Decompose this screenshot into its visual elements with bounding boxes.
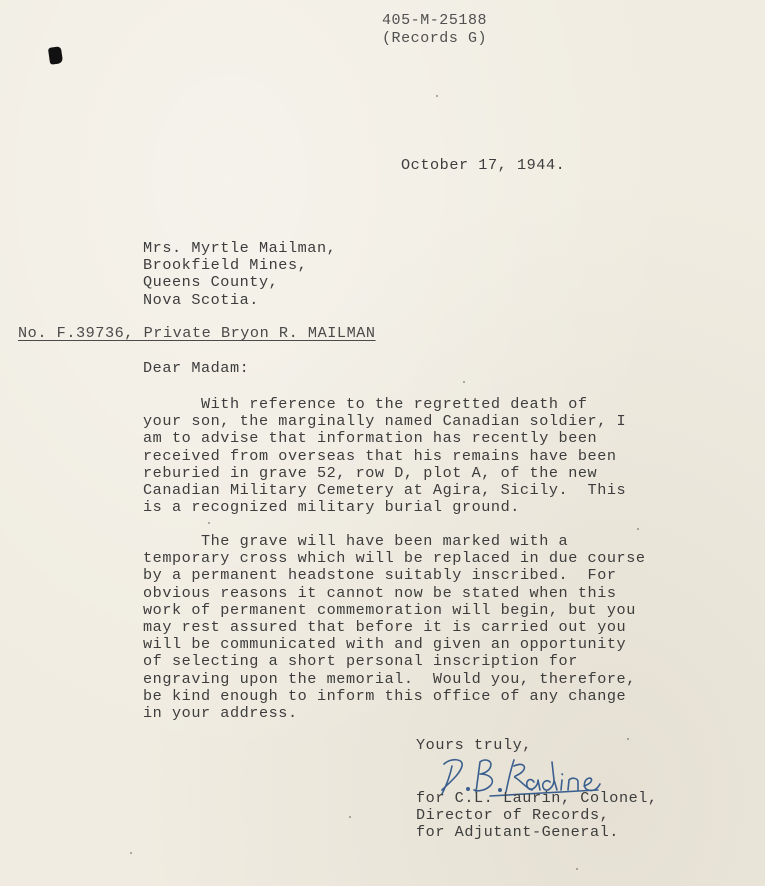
address-line: Brookfield Mines, <box>143 256 308 275</box>
closing: Yours truly, <box>416 736 532 754</box>
signatory-line: for C.L. Laurin, Colonel, <box>416 789 658 807</box>
paragraph-line: of selecting a short personal inscription for <box>143 652 578 671</box>
paragraph-line: in your address. <box>143 704 298 723</box>
paragraph-line: work of permanent commemoration will begin, but you <box>143 600 636 619</box>
paragraph-line: am to advise that information has recently been <box>143 429 598 448</box>
paragraph-line: your son, the marginally named Canadian soldier, I <box>143 412 627 431</box>
paragraph-line: is a recognized military burial ground. <box>143 498 520 517</box>
paper-speck <box>627 738 629 740</box>
paragraph-line: Canadian Military Cemetery at Agira, Sicily. This <box>143 481 627 500</box>
paragraph-line: received from overseas that his remains have been <box>143 446 617 465</box>
paragraph-line: The grave will have been marked with a <box>143 532 569 550</box>
paragraph-line: temporary cross which will be replaced in due course <box>143 549 646 568</box>
signatory-line: for Adjutant-General. <box>416 823 619 842</box>
body-paragraph-1 <box>143 396 626 516</box>
recipient-address <box>143 240 336 309</box>
paper-speck <box>208 522 210 524</box>
paper-speck <box>130 852 132 854</box>
paper-speck <box>349 816 351 818</box>
paragraph-line: be kind enough to inform this office of any change <box>143 686 627 705</box>
address-line: Mrs. Myrtle Mailman, <box>143 239 337 257</box>
body-paragraph-2 <box>143 533 646 722</box>
file-reference-number: 405-M-25188 <box>382 12 488 29</box>
paragraph-line: With reference to the regretted death of <box>143 395 588 413</box>
paper-speck <box>463 381 465 383</box>
signature-block <box>416 790 658 842</box>
file-reference <box>382 12 487 48</box>
salutation: Dear Madam: <box>143 359 250 377</box>
subject-line: No. F.39736, Private Bryon R. MAILMAN <box>18 324 376 342</box>
paragraph-line: will be communicated with and given an opportunity <box>143 635 627 654</box>
address-line: Queens County, <box>143 273 279 292</box>
paper-speck <box>637 528 639 530</box>
file-reference-records: (Records G) <box>382 30 488 47</box>
signatory-line: Director of Records, <box>416 806 610 825</box>
paragraph-line: may rest assured that before it is carried out you <box>143 618 627 637</box>
letter-date: October 17, 1944. <box>401 156 566 174</box>
address-line: Nova Scotia. <box>143 290 259 309</box>
paper-speck <box>436 95 438 97</box>
paragraph-line: by a permanent headstone suitably inscribed. For <box>143 566 617 585</box>
paragraph-line: engraving upon the memorial. Would you, therefore, <box>143 669 636 688</box>
paper-speck <box>576 868 578 870</box>
paragraph-line: reburied in grave 52, row D, plot A, of the new <box>143 463 598 482</box>
hole-punch-mark-icon <box>48 46 63 65</box>
paragraph-line: obvious reasons it cannot now be stated when this <box>143 583 617 602</box>
